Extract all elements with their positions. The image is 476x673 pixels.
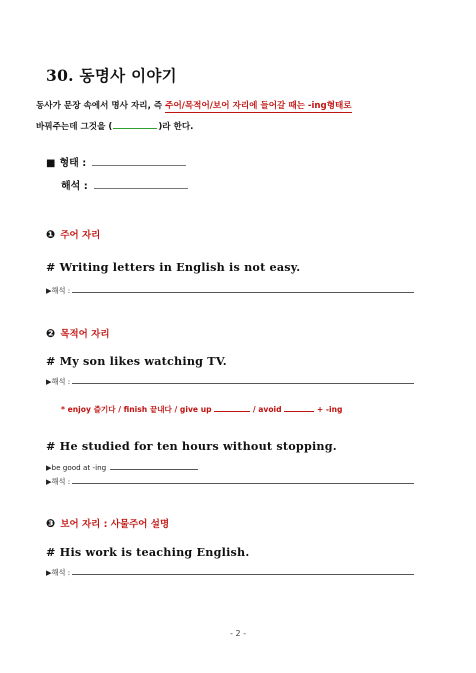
hint-line[interactable] bbox=[110, 462, 198, 470]
form-label-shape: 형태 : bbox=[59, 158, 87, 169]
interpretation-label: ▶해석 : bbox=[46, 286, 71, 295]
page-title: 30. 동명사 이야기 bbox=[46, 66, 177, 85]
intro-line-1 bbox=[36, 99, 352, 111]
section-number-3: ❸ bbox=[46, 517, 56, 530]
interpretation-row-2 bbox=[46, 376, 414, 387]
interpretation-row-1 bbox=[46, 285, 414, 296]
form-label-meaning: 해석 : bbox=[61, 181, 88, 192]
note-text-a: * enjoy 즐기다 / finish 끝내다 / give up bbox=[61, 405, 215, 414]
example-sentence-4: # His work is teaching English. bbox=[46, 545, 250, 559]
intro-text-2b: )라 한다. bbox=[158, 122, 194, 132]
square-bullet-icon: ■ bbox=[46, 158, 56, 169]
meaning-answer-line[interactable] bbox=[94, 179, 188, 189]
note-text-b: / avoid bbox=[250, 405, 285, 414]
note-blank-1[interactable] bbox=[214, 404, 250, 412]
section-label-2: 목적어 자리 bbox=[60, 329, 110, 340]
hint-row bbox=[46, 462, 198, 472]
verb-note bbox=[61, 404, 343, 415]
form-row-meaning bbox=[61, 177, 188, 192]
interpretation-label: ▶해석 : bbox=[46, 377, 71, 386]
example-sentence-1: # Writing letters in English is not easy. bbox=[46, 260, 301, 274]
interpretation-label: ▶해석 : bbox=[46, 568, 71, 577]
interpretation-label: ▶해석 : bbox=[46, 477, 71, 486]
interpretation-line[interactable] bbox=[72, 476, 414, 484]
section-heading-1 bbox=[46, 227, 100, 241]
intro-text-2a: 바꿔주는데 그것을 ( bbox=[36, 122, 113, 132]
answer-blank[interactable] bbox=[113, 128, 157, 129]
section-label-1: 주어 자리 bbox=[60, 230, 101, 241]
page-number: - 2 - bbox=[230, 629, 246, 638]
section-number-1: ❶ bbox=[46, 228, 56, 241]
interpretation-row-4 bbox=[46, 567, 414, 578]
section-heading-2 bbox=[46, 326, 110, 340]
section-number-2: ❷ bbox=[46, 327, 56, 340]
note-text-c: + -ing bbox=[314, 405, 343, 414]
intro-text-1: 동사가 문장 속에서 명사 자리, 즉 bbox=[36, 101, 166, 111]
interpretation-line[interactable] bbox=[72, 376, 414, 384]
intro-highlight: 주어/목적어/보어 자리에 들어갈 때는 -ing형태로 bbox=[165, 101, 352, 111]
shape-answer-line[interactable] bbox=[92, 156, 186, 166]
intro-line-2 bbox=[36, 120, 193, 132]
interpretation-row-3 bbox=[46, 476, 414, 487]
interpretation-line[interactable] bbox=[72, 285, 414, 293]
form-row-shape bbox=[46, 154, 186, 169]
example-sentence-2: # My son likes watching TV. bbox=[46, 354, 227, 368]
example-sentence-3: # He studied for ten hours without stopping. bbox=[46, 439, 337, 453]
note-blank-2[interactable] bbox=[284, 404, 314, 412]
section-heading-3 bbox=[46, 516, 169, 530]
section-label-3: 보어 자리 : 사물주어 설명 bbox=[60, 519, 170, 530]
interpretation-line[interactable] bbox=[72, 567, 414, 575]
hint-text: ▶be good at -ing bbox=[46, 463, 107, 472]
